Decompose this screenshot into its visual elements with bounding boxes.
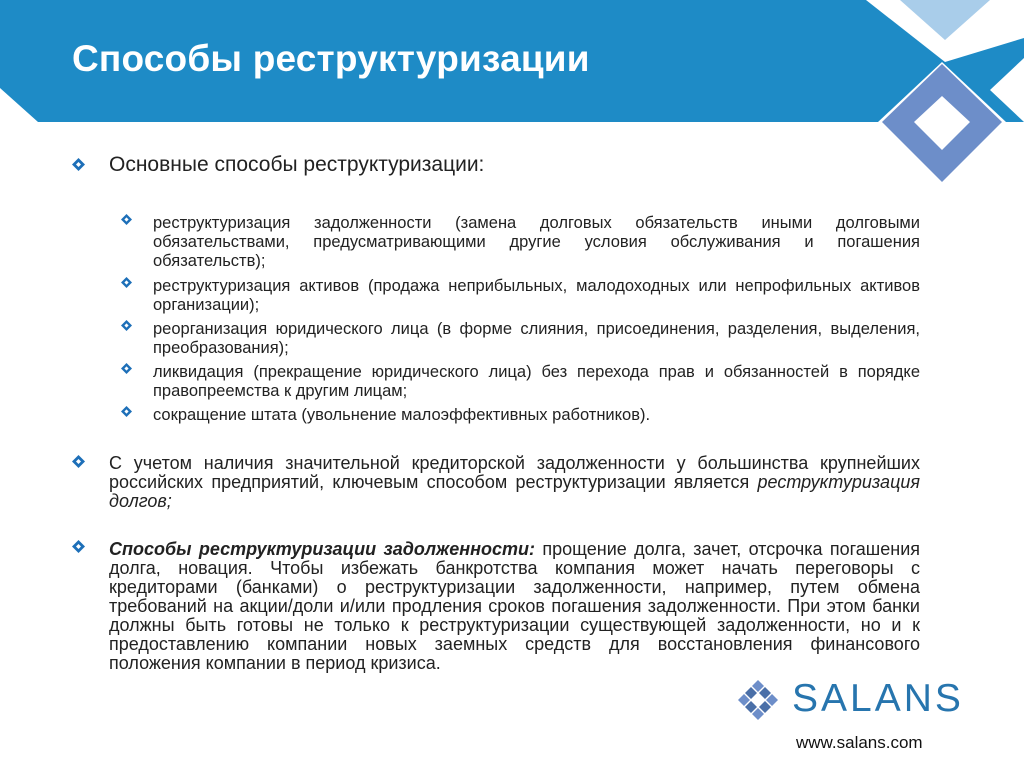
debt-restructuring-paragraph <box>109 454 920 511</box>
brand-name: SALANS <box>792 677 964 720</box>
sub-item-reorganization: реорганизация юридического лица (в форме слияния, присоединения, разделения, выделения, преобразования); <box>153 320 920 357</box>
debt-methods-paragraph <box>109 540 920 673</box>
sub-item-debt: реструктуризация задолженности (замена долговых обязательств иными долговыми обязательствами, предусматривающими другие условия обслуживания и погашения обязательств); <box>153 214 920 270</box>
sub-item-assets: реструктуризация активов (продажа неприбыльных, малодоходных или непрофильных активов организации); <box>153 277 920 314</box>
sub-bullet-icon <box>121 406 132 417</box>
sub-bullet-icon <box>121 214 132 225</box>
website-link[interactable]: www.salans.com <box>796 733 923 752</box>
salans-logo-icon <box>738 680 778 720</box>
methods-lead: Способы реструктуризации задолженности: <box>109 539 536 559</box>
diamond-bullet-icon <box>72 455 85 468</box>
paragraph-text: С учетом наличия значительной кредиторской задолженности у большинства крупнейших российских предприятий, ключевым способом реструктуризации является <box>109 453 920 492</box>
emphasis-text: реструктуризация долгов; <box>109 472 920 511</box>
sub-bullet-icon <box>121 277 132 288</box>
slide-title: Способы реструктуризации <box>72 38 590 79</box>
diamond-bullet-icon <box>72 540 85 553</box>
decorative-diamond <box>878 62 1024 186</box>
diamond-bullet-icon <box>72 158 85 171</box>
intro-heading: Основные способы реструктуризации: <box>109 153 485 176</box>
sub-item-staff: сокращение штата (увольнение малоэффективных работников). <box>153 406 651 424</box>
sub-item-liquidation: ликвидация (прекращение юридического лица) без перехода прав и обязанностей в порядке правопреемства к другим лицам; <box>153 363 920 400</box>
sub-bullet-icon <box>121 320 132 331</box>
methods-text: прощение долга, зачет, отсрочка погашения долга, новация. Чтобы избежать банкротства компания может начать переговоры с кредиторами (банками) о реструктуризации задолженности, например, путем обмена требований на акции/доли и/или продления сроков погашения задолженности. При этом банки должны быть готовы не только к реструктуризации существующей задолженности, но и к предоставлению компании новых заемных средств для восстановления финансового положения компании в период кризиса. <box>109 539 921 673</box>
sub-bullet-icon <box>121 363 132 374</box>
